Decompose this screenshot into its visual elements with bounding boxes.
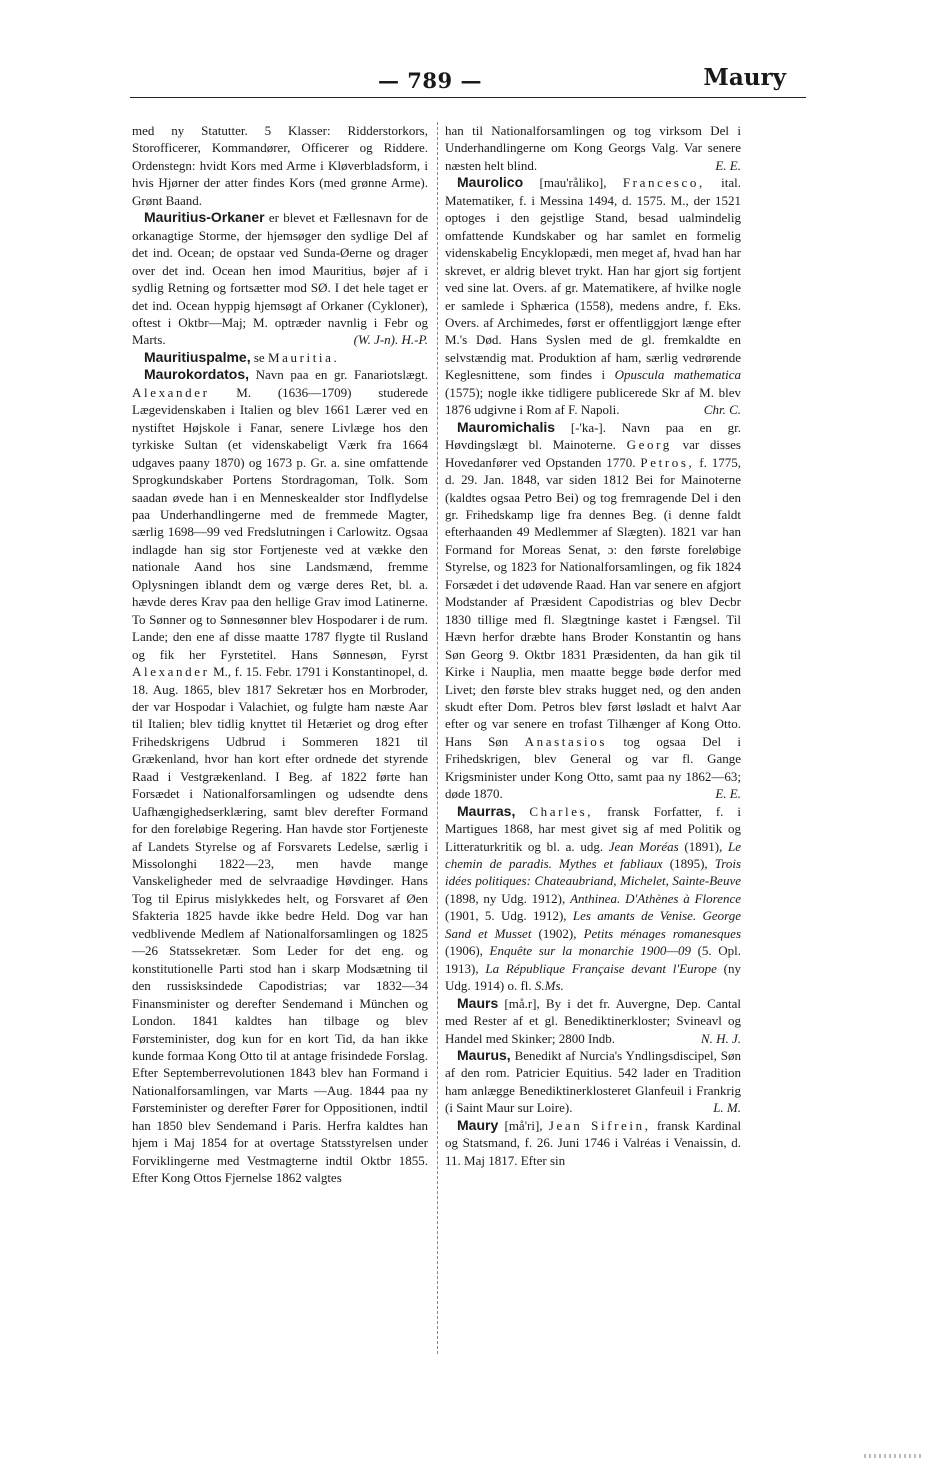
entry-maurras bbox=[445, 803, 741, 995]
text: M., f. 15. Febr. 1791 i Konstantinopel, d. 18. Aug. 1865, blev 1817 Sekretær hos en Morbroder, der var Hospodar i Valachiet, og fulgte ham næste Aar til Italien; blev tidlig knyttet til Hetæriet og drog efter Frihedskrigens Udbrud i Sommeren 1821 til Grækenland, hvor han kort efter ordnede det styrende Raad i Vestgrækenland. I Beg. af 1822 førte han Forsædet i Nationalforsamlingen og udsendte dens Uafhængighedserklæring, samt blev derefter Formand for den foreløbige Regering. Han havde stor Fortjeneste af Landets Styrelse og af Forsvarets Ledelse, særlig i Missolonghi 1822—23, men havde mange Vanskeligheder med de selvraadige Høvdinger. Hans Tog til Epirus mislykkedes helt, og Forsvaret af Øen Sfakteria 1825 havde ikke bedre Held. Dog var han vedblivende Medlem af Nationalforsamlingen og 1825—26 Statssekretær. Som Leder for det eng. og konstitutionelle Parti stod han i skarp Modsætning til den russisksindede Capodistrias; var 1832—34 Finansminister og derefter Sendemand i München og London. 1841 kaldtes han tilbage og blev Førsteminister, dog kun for en kort Tid, da han ikke kunde formaa Kong Otto til at antage frisindede Forslag. Efter Septemberrevolutionen 1843 blev han Formand i Nationalforsamlingen, var Marts —Aug. 1844 paa ny Førsteminister og derefter Fører for Oppositionen, indtil han 1850 blev Sendemand i Paris. Herfra kaldtes han hjem i Maj 1854 for at overtage Statsstyrelsen under Forviklingerne med Vestmagterne indtil Oktbr 1855. Efter Kong Ottos Fjernelse 1862 valgtes bbox=[132, 664, 429, 1186]
pronunciation: [må'ri], bbox=[504, 1117, 543, 1133]
person-name: Alexander bbox=[132, 664, 210, 680]
header-rule bbox=[130, 97, 806, 98]
signature: L. M. bbox=[713, 1100, 741, 1116]
title: Jean Moréas bbox=[608, 838, 679, 854]
text: Navn paa en gr. Fanariotslægt. bbox=[255, 367, 428, 383]
scan-noise bbox=[864, 1454, 924, 1458]
text: (1898, ny Udg. 1912), bbox=[445, 890, 566, 906]
entry-maurus bbox=[445, 1047, 741, 1117]
title: Trois idées politiques: Chateaubriand, Michelet, Sainte-Beuve bbox=[445, 856, 742, 889]
person-name: Francesco, bbox=[622, 175, 705, 191]
title: Les amants de Venise. George Sand et Musset bbox=[445, 908, 742, 941]
text: se bbox=[253, 349, 265, 365]
running-head: Maury bbox=[703, 64, 786, 91]
entry-maurolico bbox=[445, 174, 741, 418]
headword: Maurolico bbox=[457, 174, 524, 191]
text: (ny Udg. 1914) o. fl. bbox=[445, 960, 741, 994]
text: han til Nationalforsamlingen og tog virksom Del i Underhandlingerne om Kong Georgs Valg. Var senere næsten helt blind. bbox=[445, 123, 741, 173]
signature: E. E. bbox=[715, 157, 741, 173]
signature: Chr. C. bbox=[703, 402, 741, 418]
signature: (W. J-n). H.-P. bbox=[353, 332, 428, 348]
text: Benedikt af Nurcia's Yndlingsdiscipel, Søn af den rom. Patricier Equitius. 542 lader en Tradition ham anlægge Benediktinerklosteret Glanfeuil i Frankrig (i Saint Maur sur Loire). bbox=[445, 1048, 741, 1116]
text: M. (1636—1709) studerede Lægevidenskaben i Italien og blev 1661 Lærer ved en nystiftet Højskole i Fanar, senere Livlæge hos den tyrkiske Sultan (et videnskabeligt Værk fra 1664 udgaves paany 1870) og 1673 p. Gr. a. sine omfattende Sprogkundskaber Portens Stordragoman, Tolk. Som saadan øvede han i en Menneskealder stor Indflydelse paa Underhandlingerne med de fremmede Magter, særlig 1698—99 ved Fredslutningen i Carlowitz. Ogsaa indlagde han sig stor Fortjeneste ved at vække den nationale Aand hos sine Landsmænd, fremme Oplysningen iblandt dem og værge deres Ret, bl. a. hævde deres Krav paa den hellige Grav imod Latinerne. To Sønner og to Sønnesønner blev Hospodarer i de rum. Lande; den ene af disse maatte 1787 flygte til Rusland og fik her Fyrstetitel. Hans Sønnesøn, Fyrst bbox=[132, 384, 429, 662]
left-column bbox=[132, 122, 428, 1187]
text: (1891), bbox=[684, 838, 723, 854]
text: var disses Hovedanfører ved Opstanden 1770. bbox=[445, 437, 741, 470]
headword: Maurras, bbox=[457, 802, 516, 819]
signature: S.Ms. bbox=[534, 978, 564, 994]
text: er blevet et Fællesnavn for de orkanagtige Storme, der hjemsøger den sydlige Del af det ind. Ocean; de opstaar ved Sunda-Øerne og drager over det ind. Ocean hen imod Mauritius, bøjer af i sydlig Retning og fortsætter mod SØ. I det hele taget er det ind. Ocean hyppig hjemsøgt af Orkaner (Cykloner), oftest i Oktbr—Maj; M. optræder navnlig i Febr og Marts. bbox=[132, 210, 428, 348]
signature: E. E. bbox=[715, 786, 741, 802]
text: f. 1775, d. 29. Jan. 1848, var siden 1812 Bei for Mainoterne (kaldtes ogsaa Petro Bei) og tog fremragende Del i den gr. Frihedskamp lige fra dennes Beg. (i denne faldt efterhaanden 49 Medlemmer af Slægten). 1821 var han Formand for Moreas Senat, ɔ: den første foreløbige Styrelse, og 1823 for Nationalforsamlingen, og fik 1824 Forsædet i det udøvende Raad. Han var senere en afgjort Modstander af Præsident Capodistrias og blev Decbr 1830 tillige med fl. Slægtninge kastet i Fængsel. Til Hævn herfor dræbte hans Broder Konstantin og hans Søn Georg 9. Oktbr 1831 Præsidenten, da han gik til Kirke i Nauplia, men maatte begge bøde derfor med Livet; den første blev straks hugget ned, og den anden skudt efter Dom. Petros blev først løsladt et halvt Aar efter og var senere en trofast Tilhænger af Kong Otto. Hans Søn bbox=[445, 454, 741, 749]
text: (1895), bbox=[669, 856, 708, 872]
text: fransk Forfatter, f. i Martigues 1868, har mest givet sig af med Politik og Litteraturkritik og bl. a. udg. bbox=[445, 803, 742, 854]
text: (5. Opl. 1913), bbox=[445, 943, 741, 976]
headword: Maury bbox=[457, 1116, 499, 1133]
entry-mauromichalis bbox=[445, 419, 741, 803]
page-number: — 789 — bbox=[378, 68, 482, 93]
column-divider bbox=[437, 122, 438, 1354]
person-name: Charles, bbox=[529, 803, 594, 819]
cross-reference: Mauritia. bbox=[267, 349, 340, 365]
title: Opuscula mathematica bbox=[614, 367, 742, 383]
title: Petits ménages romanesques bbox=[583, 925, 742, 941]
person-name: Petros, bbox=[640, 454, 695, 470]
right-column bbox=[445, 122, 741, 1169]
entry-continuation bbox=[132, 122, 428, 209]
headword: Mauritius-Orkaner bbox=[144, 209, 265, 226]
headword: Maurs bbox=[457, 994, 499, 1011]
headword: Mauritiuspalme, bbox=[144, 348, 251, 365]
entry-continuation bbox=[445, 122, 741, 174]
person-name: Georg bbox=[626, 437, 672, 453]
text: (1575); nogle ikke tidligere publicerede Skr af M. blev 1876 udgivne i Rom af F. Napoli. bbox=[445, 384, 741, 418]
headword: Maurokordatos, bbox=[144, 366, 250, 383]
text: med ny Statutter. 5 Klasser: Ridderstorkors, Storofficerer, Kommandører, Officerer og Riddere. Ordenstegn: hvidt Kors med Arme i Kløverbladsform, i hvis Hjørner der atter findes Kors (med grønne Arme). Grønt Baand. bbox=[132, 123, 428, 208]
title: Le chemin de paradis. Mythes et fabliaux bbox=[445, 838, 742, 872]
person-name: Jean Sifrein, bbox=[548, 1117, 651, 1133]
entry-mauritiuspalme bbox=[132, 349, 428, 366]
text: (1902), bbox=[538, 925, 577, 941]
text: (1901, 5. Udg. 1912), bbox=[445, 908, 567, 924]
entry-maury bbox=[445, 1117, 741, 1169]
text: fransk Kardinal og Statsmand, f. 26. Juni 1746 i Valréas i Venaissin, d. 11. Maj 1817. Efter sin bbox=[445, 1117, 742, 1168]
person-name: Alexander bbox=[132, 384, 210, 400]
signature: N. H. J. bbox=[700, 1030, 741, 1046]
text: [må.r], By i det fr. Auvergne, Dep. Cantal med Rester af et gl. Benediktinerkloster; Svineavl og Handel med Skinker; 2800 Indb. bbox=[445, 995, 742, 1046]
pronunciation: [mau'råliko], bbox=[539, 175, 607, 191]
title: Anthinea. D'Athènes à Florence bbox=[570, 890, 742, 906]
headword: Maurus, bbox=[457, 1047, 511, 1064]
person-name: Anastasios bbox=[524, 733, 608, 749]
text: tog ogsaa Del i Frihedskrigen, blev General og var fl. Gange Krigsminister under Kong Otto, samt paa ny 1862—63; døde 1870. bbox=[445, 733, 742, 802]
title: La République Française devant l'Europe bbox=[485, 960, 717, 976]
text: [-'ka-]. Navn paa en gr. Høvdingslægt bl. Mainoterne. bbox=[445, 419, 741, 453]
entry-mauritius-orkaner bbox=[132, 209, 428, 349]
entry-maurokordatos bbox=[132, 366, 428, 1186]
title: Enquête sur la monarchie 1900—09 bbox=[489, 943, 691, 959]
entry-maurs bbox=[445, 995, 741, 1047]
headword: Mauromichalis bbox=[457, 418, 556, 435]
text: (1906), bbox=[445, 943, 483, 959]
text: ital. Matematiker, f. i Messina 1494, d. 1575. M., der 1521 optoges i den gejstlige Stand, besad ualmindelig omfattende Kundskaber og har samlet en formelig videnskabelig Encyklopædi, men meget af, hvad han har skrevet, er aldrig blevet trykt. Han har gjort sig fortjent ved sine lat. Overs. af gr. Matematikere, af hvilke nogle er samlede i Sphærica (1558), medens andre, f. Eks. Overs. af Archimedes, først er offentliggjort længe efter M.'s Død. Hans Syslen med de gl. fremkaldte en selvstændig mat. Produktion af ham, særlig vedrørende Keglesnittene, som findes i bbox=[445, 175, 742, 383]
